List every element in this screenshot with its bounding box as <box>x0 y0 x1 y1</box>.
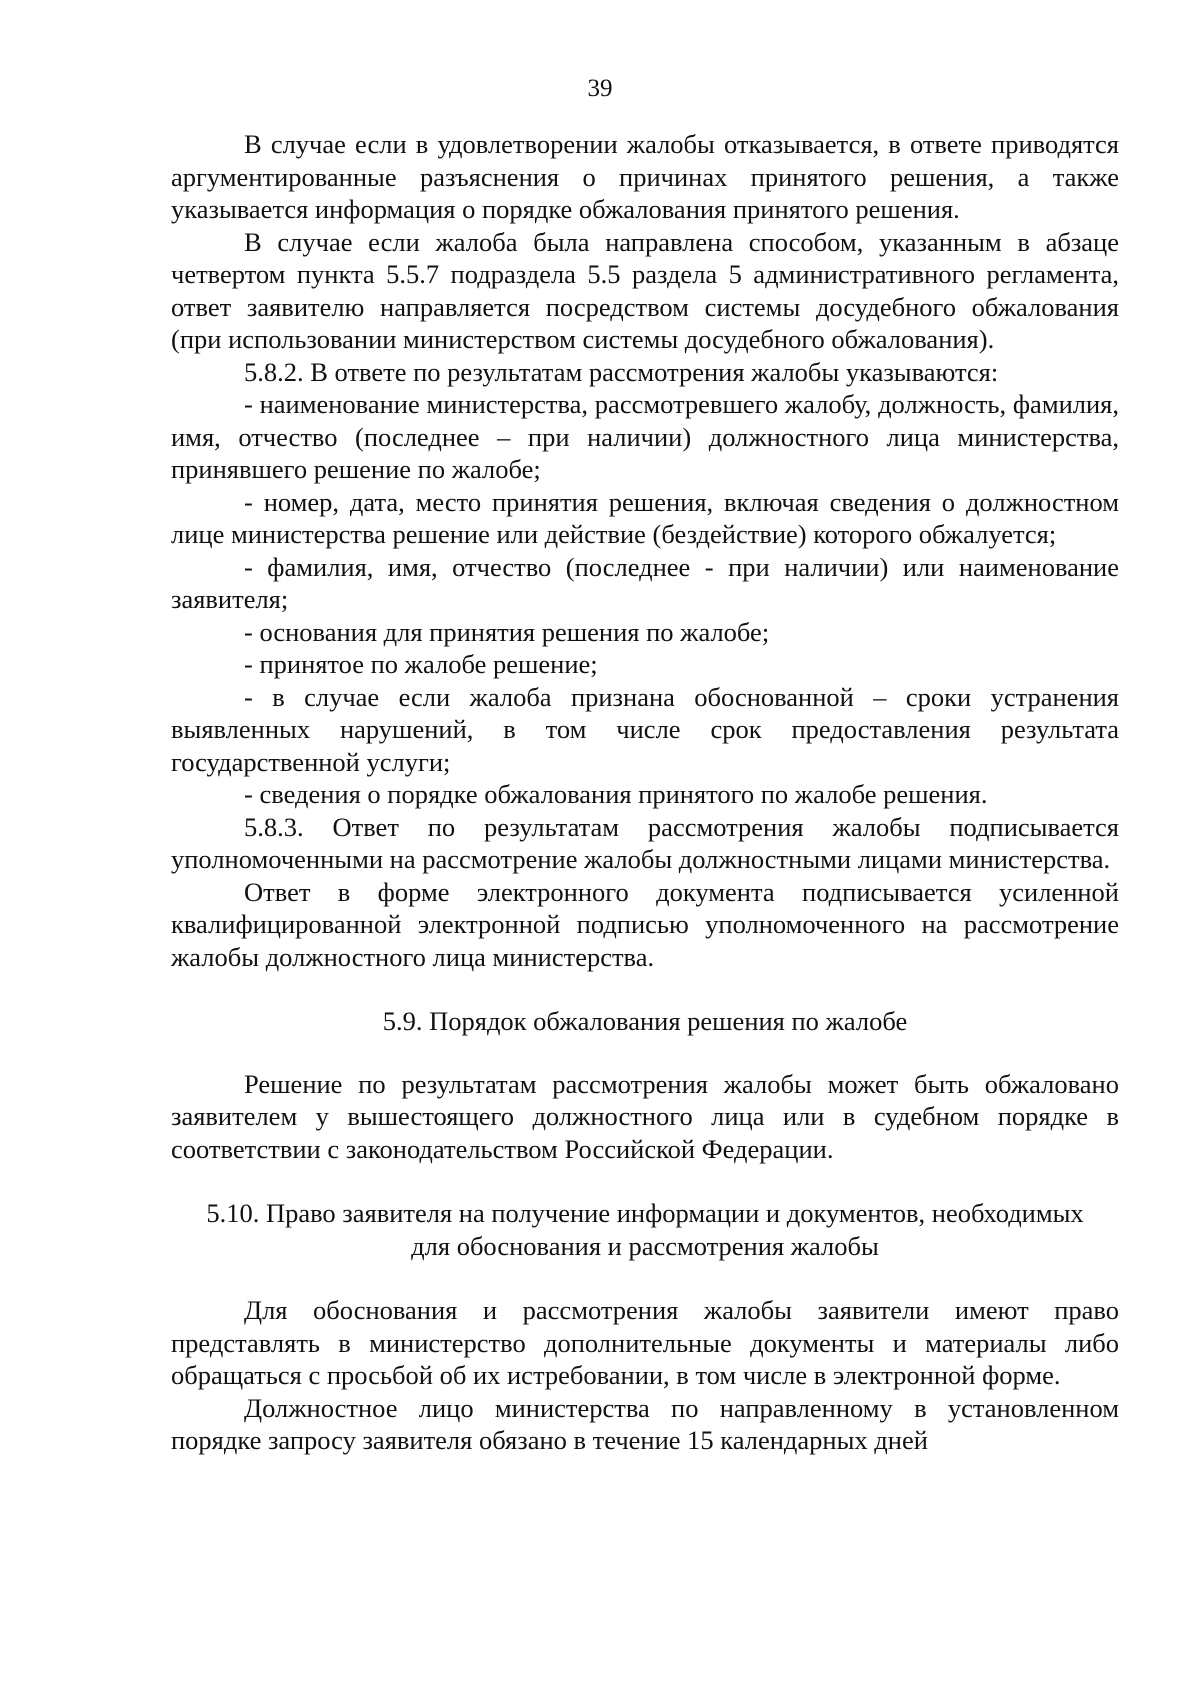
paragraph-official-obligation: Должностное лицо министерства по направленному в установленном порядке запросу заявителя обязано в течение 15 календарных дней <box>171 1392 1119 1455</box>
list-item-applicant-name: - фамилия, имя, отчество (последнее - при наличии) или наименование заявителя; <box>171 551 1119 614</box>
spacer <box>171 1038 1119 1068</box>
paragraph-refusal-response: В случае если в удовлетворении жалобы отказывается, в ответе приводятся аргументированные разъяснения о причинах принятого решения, а также указывается информация о порядке обжалования принятого решения. <box>171 129 1119 224</box>
page-number: 39 <box>587 75 613 102</box>
spacer <box>171 973 1119 1005</box>
paragraph-pretrial-system-response: В случае если жалоба была направлена способом, указанным в абзаце четвертом пункта 5.5.7 подраздела 5.5 раздела 5 административного регламента, ответ заявителю направляется посредством системы досудебного обжалования (при использовании министерством системы досудебного обжалования). <box>171 226 1119 354</box>
document-body <box>171 128 1119 1457</box>
section-heading-5-10-line-1: 5.10. Право заявителя на получение информации и документов, необходимых <box>206 1198 1084 1228</box>
paragraph-electronic-signature: Ответ в форме электронного документа подписывается усиленной квалифицированной электронной подписью уполномоченного на рассмотрение жалобы должностного лица министерства. <box>171 876 1119 972</box>
list-item-decision-grounds: - основания для принятия решения по жалобе; <box>244 616 770 647</box>
list-item-appeal-info: - сведения о порядке обжалования принятого по жалобе решения. <box>244 779 988 809</box>
paragraph-appeal-decision: Решение по результатам рассмотрения жалобы может быть обжаловано заявителем у вышестоящего должностного лица или в судебном порядке в соответствии с законодательством Российской Федерации. <box>171 1068 1119 1164</box>
list-item-ministry-name: - наименование министерства, рассмотревшего жалобу, должность, фамилия, имя, отчество (последнее – при наличии) должностного лица министерства, принявшего решение по жалобе; <box>171 389 1119 484</box>
paragraph-5-8-2: 5.8.2. В ответе по результатам рассмотрения жалобы указываются: <box>244 356 999 387</box>
section-heading-5-10 <box>171 1197 1119 1262</box>
spacer <box>171 1262 1119 1294</box>
list-item-remedy-terms: - в случае если жалоба признана обоснованной – сроки устранения выявленных нарушений, в том числе срок предоставления результата государственной услуги; <box>171 681 1119 777</box>
list-item-decision-number: - номер, дата, место принятия решения, включая сведения о должностном лице министерства решение или действие (бездействие) которого обжалуется; <box>171 486 1119 549</box>
section-heading-5-9: 5.9. Порядок обжалования решения по жалобе <box>382 1006 908 1036</box>
paragraph-5-8-3: 5.8.3. Ответ по результатам рассмотрения жалобы подписывается уполномоченными на рассмотрение жалобы должностными лицами министерства. <box>171 811 1119 874</box>
paragraph-applicant-rights: Для обоснования и рассмотрения жалобы заявители имеют право представлять в министерство дополнительные документы и материалы либо обращаться с просьбой об их истребовании, в том числе в электронной форме. <box>171 1295 1119 1390</box>
section-heading-5-10-line-2: для обоснования и рассмотрения жалобы <box>411 1230 879 1261</box>
spacer <box>171 1165 1119 1197</box>
list-item-decision: - принятое по жалобе решение; <box>244 649 598 679</box>
